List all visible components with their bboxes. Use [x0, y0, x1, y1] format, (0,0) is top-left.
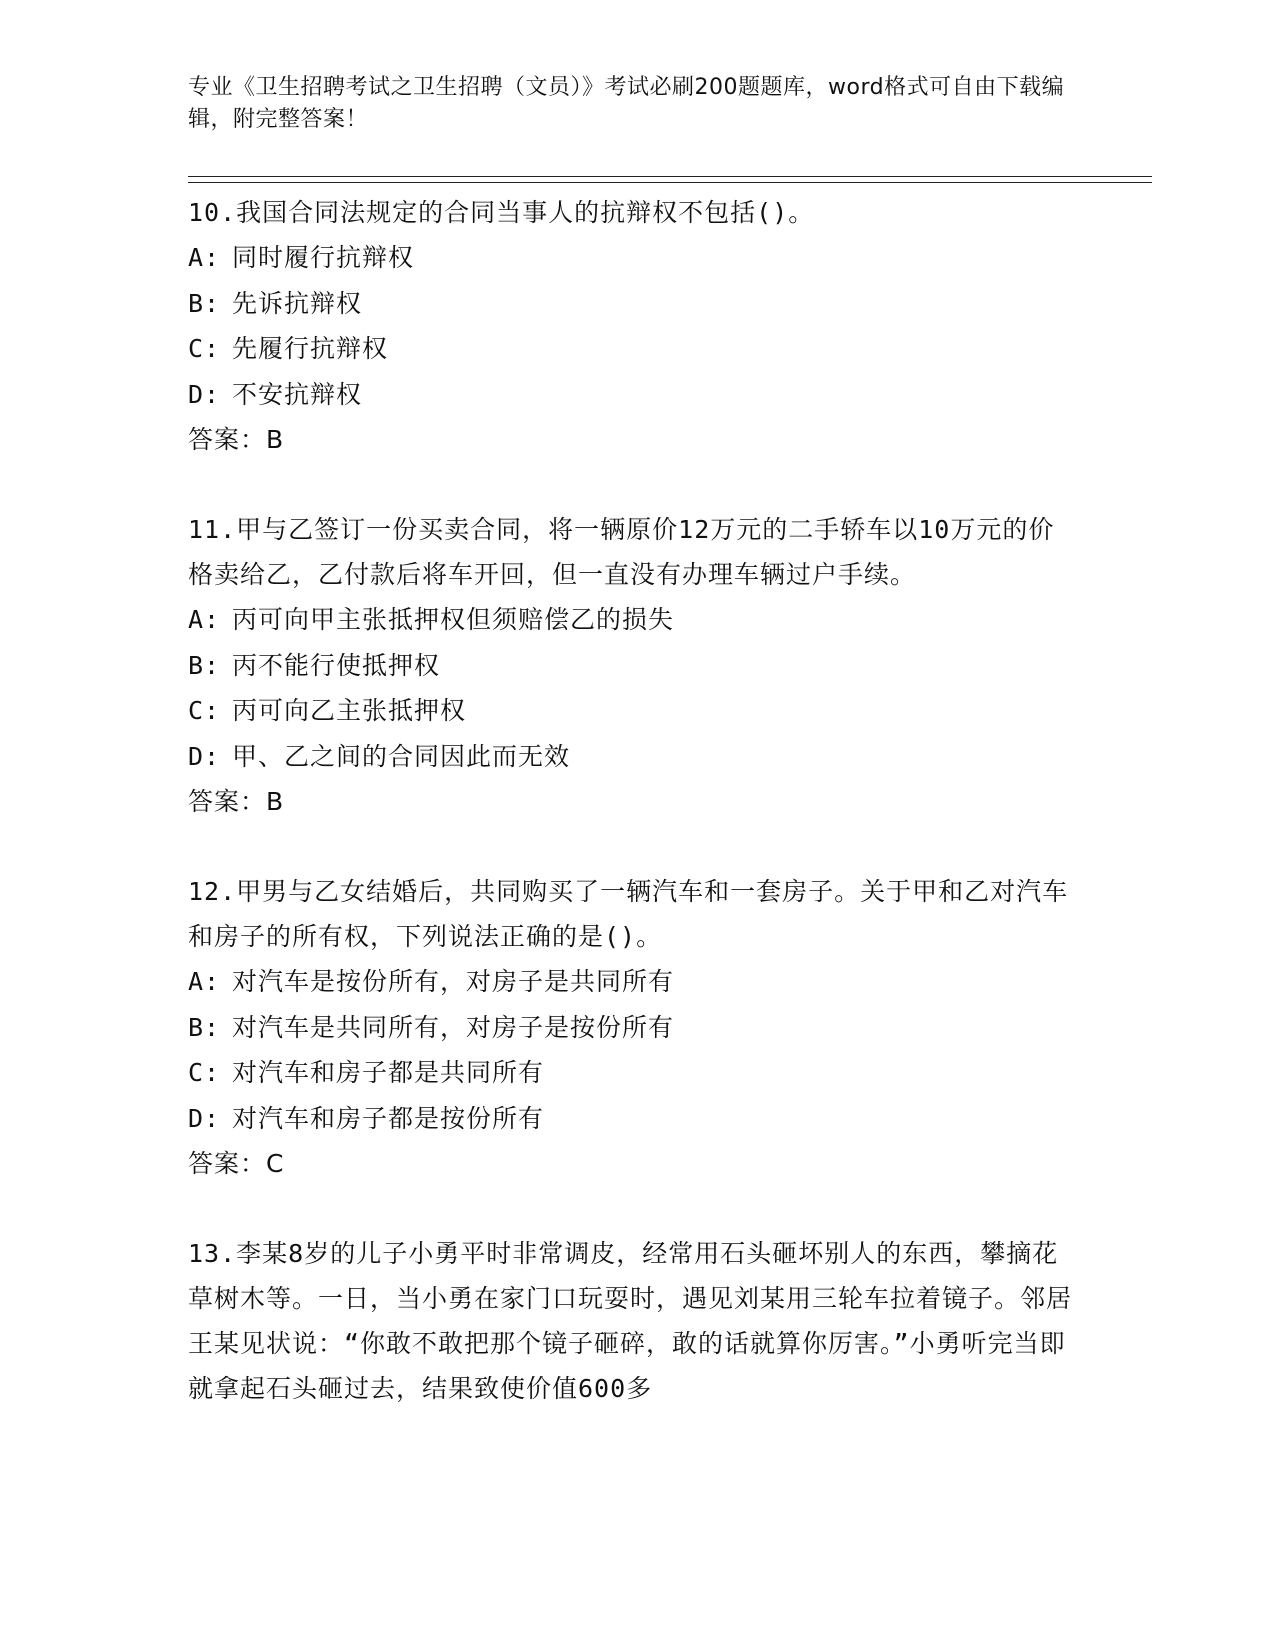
option-text: 先履行抗辩权	[232, 334, 389, 363]
question-text: 11.甲与乙签订一份买卖合同，将一辆原价12万元的二手轿车以10万元的价格卖给乙，乙付款后将车开回，但一直没有办理车辆过户手续。	[188, 515, 1055, 589]
option-b	[188, 281, 1078, 327]
answer: 答案：C	[188, 1149, 285, 1178]
option-letter: A:	[188, 605, 221, 634]
option-d	[188, 734, 1078, 780]
option-text: 不安抗辩权	[232, 379, 363, 409]
option-b	[188, 1005, 1078, 1051]
option-d	[188, 372, 1078, 418]
header-rule-bottom	[188, 182, 1152, 183]
option-letter: A:	[188, 967, 221, 996]
option-a	[188, 597, 1078, 643]
option-text: 对汽车和房子都是按份所有	[232, 1103, 545, 1133]
option-text: 先诉抗辩权	[232, 288, 363, 318]
option-letter: D:	[188, 741, 221, 771]
option-letter: A:	[188, 243, 221, 272]
option-letter: D:	[188, 1103, 221, 1133]
question-11	[188, 507, 1078, 825]
answer: 答案：B	[188, 787, 285, 816]
question-text: 13.李某8岁的儿子小勇平时非常调皮，经常用石头砸坏别人的东西，攀摘花草树木等。一日，当小勇在家门口玩耍时，遇见刘某用三轮车拉着镜子。邻居王某见状说：“你敢不敢把那个镜子砸碎，敢的话就算你厉害。”小勇听完当即就拿起石头砸过去，结果致使价值600多	[188, 1239, 1073, 1403]
option-letter: B:	[188, 288, 221, 318]
option-c	[188, 326, 1078, 372]
header-rule-top	[188, 176, 1152, 177]
option-c	[188, 688, 1078, 734]
option-letter: B:	[188, 1012, 221, 1042]
option-text: 丙可向乙主张抵押权	[232, 696, 467, 725]
option-b	[188, 643, 1078, 689]
answer: 答案：B	[188, 425, 285, 454]
option-text: 对汽车是共同所有，对房子是按份所有	[232, 1012, 675, 1042]
option-text: 同时履行抗辩权	[232, 243, 415, 272]
option-text: 对汽车是按份所有，对房子是共同所有	[232, 967, 675, 996]
option-a	[188, 959, 1078, 1005]
question-list	[188, 190, 1078, 1455]
question-13	[188, 1231, 1078, 1411]
option-letter: B:	[188, 650, 221, 680]
question-12	[188, 869, 1078, 1187]
question-text: 10.我国合同法规定的合同当事人的抗辩权不包括()。	[188, 198, 815, 227]
option-text: 丙不能行使抵押权	[232, 650, 441, 680]
page-header: 专业《卫生招聘考试之卫生招聘（文员）》考试必刷200题题库，word格式可自由下载编辑，附完整答案！	[188, 75, 1065, 132]
question-10	[188, 190, 1078, 463]
question-text: 12.甲男与乙女结婚后，共同购买了一辆汽车和一套房子。关于甲和乙对汽车和房子的所有权，下列说法正确的是()。	[188, 877, 1069, 951]
option-letter: C:	[188, 1058, 221, 1087]
option-a	[188, 235, 1078, 281]
option-text: 对汽车和房子都是共同所有	[232, 1058, 545, 1087]
option-letter: D:	[188, 379, 221, 409]
option-c	[188, 1050, 1078, 1096]
option-d	[188, 1096, 1078, 1142]
option-letter: C:	[188, 334, 221, 363]
option-text: 甲、乙之间的合同因此而无效	[232, 741, 571, 771]
option-text: 丙可向甲主张抵押权但须赔偿乙的损失	[232, 605, 675, 634]
option-letter: C:	[188, 696, 221, 725]
